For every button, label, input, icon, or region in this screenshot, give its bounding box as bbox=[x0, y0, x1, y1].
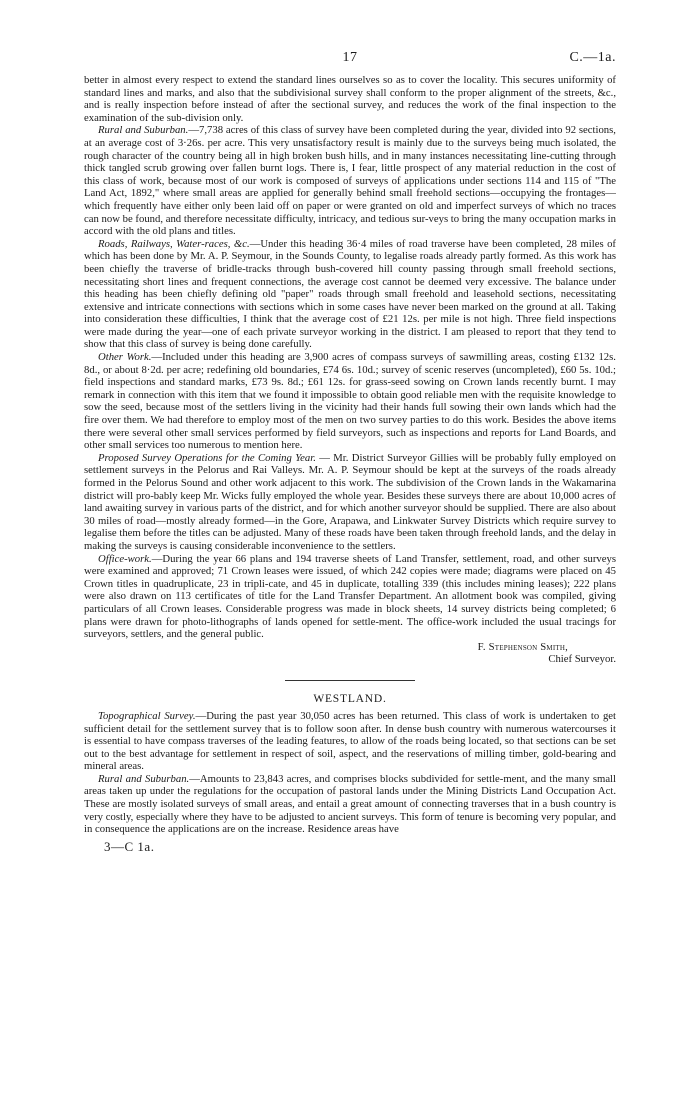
other-work-paragraph bbox=[84, 351, 616, 452]
section-marlborough bbox=[84, 74, 616, 666]
intro-text: better in almost every respect to extend the standard lines ourselves so as to cover the locality. This secures uniformity of standard lines and marks, and also that the subdivisional survey shall conform to the proper alignment of the streets, &c., and is really inspection before instead of after the sectional survey, and reduces the work of the final inspection to the examination of the sub-division only. bbox=[84, 74, 616, 124]
office-work-heading: Office-work. bbox=[98, 552, 152, 565]
westland-title: WESTLAND. bbox=[313, 692, 387, 705]
westland-rural-text: —Amounts to 23,843 acres, and comprises blocks subdivided for settle-ment, and the many small areas taken up under the regulations for the occupation of pastoral lands under the Mining Districts Land Occupation Act. These are mostly isolated surveys of small areas, and entail a great amount of connecting traverses that in a bush country is very costly, especially where they have to be adjusted to ancient surveys. This form of tenure is becoming very popular, and in consequence the applications are on the increase. Residence areas have bbox=[84, 772, 616, 836]
roads-text: —Under this heading 36·4 miles of road traverse have been completed, 28 miles of which has been done by Mr. A. P. Seymour, in the Sounds County, to legalise roads already partly formed. As this work has been chiefly the traverse of bridle-tracks through bush-covered hill county passing through small freehold sections, necessitating short lines and frequent connections, the average cost cannot be deemed very excessive. The balance under this heading has been chiefly defining old "paper" roads through small freehold and leasehold sections, necessitating extensive and intricate connections with sections which in some cases have never been marked on the ground at all. Taking into consideration these difficulties, I think that the average cost of £21 12s. per mile is not high. Three field inspections were made during the year—one of each private surveyor working in the district. I am pleased to report that they tend to show that this class of survey is being done carefully. bbox=[84, 237, 616, 351]
other-work-heading: Other Work. bbox=[98, 351, 152, 364]
document-reference: C.—1a. bbox=[569, 50, 616, 65]
signature-title: Chief Surveyor. bbox=[548, 653, 616, 666]
westland-rural-paragraph bbox=[84, 773, 616, 836]
rural-text: —7,738 acres of this class of survey have been completed during the year, divided into 92 sections, at an average cost of 3·26s. per acre. This very unsatisfactory result is mainly due to the surveys being much isolated, the rough character of the country being all in high broken bush hills, and in many instances necessitating line-cutting through thick tangled scrub growing over fallen burnt logs. There is, I fear, little prospect of any material reduction in the cost of this class of work, because most of our work is composed of surveys of applications under sections 114 and 115 of "The Land Act, 1892," where small areas are applied for generally behind small freehold sections—occupying the frontages—which frequently have either only been laid off on paper or were granted on old and imperfect surveys of which no traces can now be found, and therefore necessitate difficulty, intricacy, and tedious sur-veys to bring the many occupation marks in accord with the old plans and titles. bbox=[84, 124, 616, 238]
signature-mark: 3—C 1a. bbox=[104, 838, 155, 854]
page-number: 17 bbox=[342, 50, 358, 65]
intro-paragraph bbox=[84, 74, 616, 124]
roads-paragraph bbox=[84, 238, 616, 351]
topographical-heading: Topographical Survey. bbox=[98, 709, 196, 722]
section-divider bbox=[285, 680, 415, 681]
proposed-operations-paragraph bbox=[84, 452, 616, 553]
rural-suburban-paragraph bbox=[84, 124, 616, 237]
document-page bbox=[84, 50, 616, 855]
topographical-paragraph bbox=[84, 710, 616, 773]
roads-heading: Roads, Railways, Water-races, &c. bbox=[98, 237, 250, 250]
proposed-heading: Proposed Survey Operations for the Coming Year. bbox=[98, 451, 316, 464]
other-work-text: —Included under this heading are 3,900 acres of compass surveys of sawmilling areas, costing £132 12s. 8d., or about 8·2d. per acre; redefining old boundaries, £74 6s. 10d.; survey of scenic reserves (uncompleted), £60 5s. 10d.; field inspections and standard marks, £73 9s. 8d.; £61 12s. for grass-seed sowing on Crown lands recently burnt. I may remark in connection with this item that we found it impossible to obtain good reliable men with the requisite knowledge to sow the seed, because most of the settlers living in the vicinity had their hands full sowing their own lands which had the fire over them. We had therefore to employ most of the men on two survey parties to do this work. Besides the above items there were several other small services performed by field surveyors, such as inspections and reports for Land Boards, and other small services too numerous to mention here. bbox=[84, 351, 616, 452]
page-header bbox=[84, 50, 616, 74]
signature-block bbox=[84, 641, 616, 666]
westland-rural-heading: Rural and Suburban. bbox=[98, 772, 190, 785]
rural-heading: Rural and Suburban. bbox=[98, 124, 189, 137]
topographical-text: —During the past year 30,050 acres has been returned. This class of work is undertaken to get sufficient detail for the settlement survey that is to follow soon after. In dense bush country with numerous watercourses it is essential to have compass traverses of the leading features, to allow of the roads being located, so that sections can be set out to the best advantage for settlement in respect of soil, aspect, and the reservations of milling timber, gold-bearing and mineral areas. bbox=[84, 709, 617, 773]
proposed-text: — Mr. District Surveyor Gillies will be probably fully employed on settlement surveys in the Pelorus and Rai Valleys. Mr. A. P. Seymour should be kept at the surveys of the roads already formed in the Pelorus Sound and other work adjacent to this work. The subdivision of the Crown lands in the Wakamarina district will pro-bably keep Mr. Wicks fully employed the whole year. Besides these surveys there are about 10,000 acres of land awaiting survey in various parts of the district, and for which another surveyor should be supplied. There are also about 30 miles of road—mostly already formed—in the Gore, Arapawa, and Linkwater Survey Districts which require survey to legalise them before the titles can be adjusted. Many of these roads have been taken through freehold lands, and the delay in making the surveys is causing considerable inconvenience to the settlers. bbox=[84, 451, 616, 552]
office-work-paragraph bbox=[84, 553, 616, 641]
section-westland bbox=[84, 693, 616, 836]
signature-name: F. Stephenson Smith, bbox=[477, 640, 568, 653]
office-work-text: —During the year 66 plans and 194 traverse sheets of Land Transfer, settlement, road, and other surveys were examined and approved; 71 Crown leases were issued, of which 242 copies were made; diagrams were placed on 45 Crown titles in quadruplicate, 23 in tripli-cate, and 45 in duplicate, totalling 339 (this includes mining leases); 222 plans were also drawn on 113 certificates of title for the Land Transfer Department. An allotment book was compiled, giving particulars of all Crown leases. Considerable progress was made in block sheets, 14 survey districts being completed; 6 plans were drawn for photo-lithographs of lands opened for settle-ment. The office-work included the usual tracings for surveyors, settlers, and the general public. bbox=[84, 552, 616, 641]
